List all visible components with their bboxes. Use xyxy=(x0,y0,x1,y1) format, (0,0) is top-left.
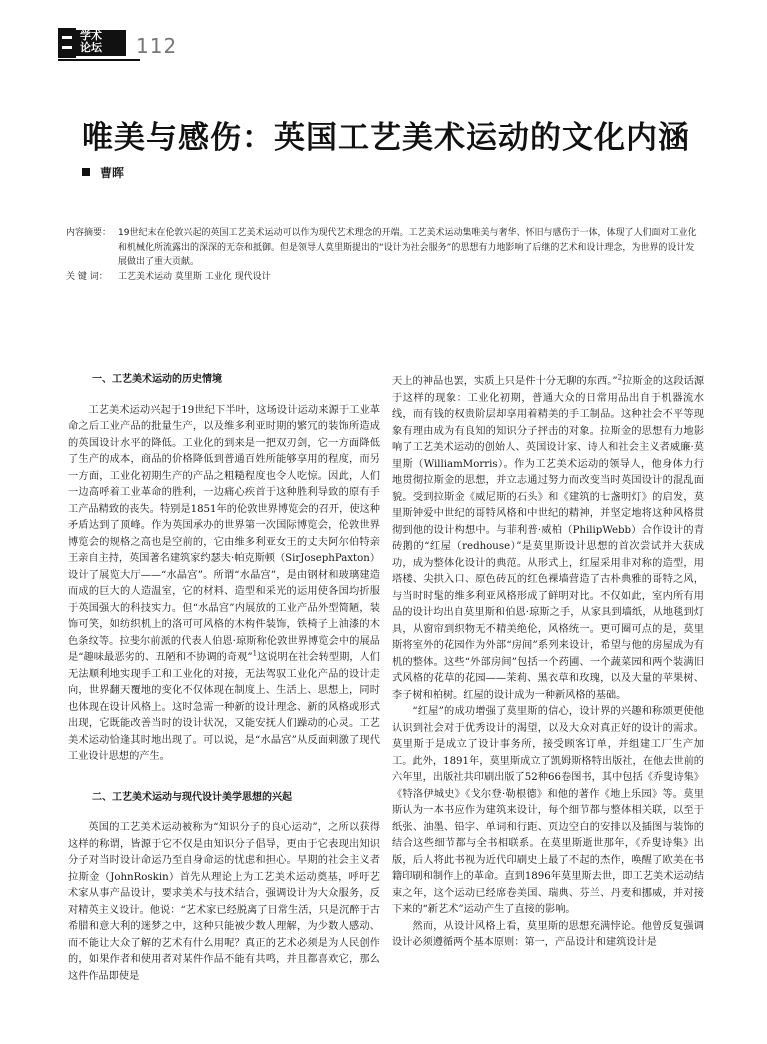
journal-header xyxy=(58,28,218,62)
abstract-block xyxy=(66,226,702,284)
right-paragraph-2: “红屋”的成功增强了莫里斯的信心，设计界的兴趣和称颂更使他认识到社会对于优秀设计的渴望，以及大众对真正好的设计的需求。莫里斯于是成立了设计事务所，接受顾客订单，并组建工厂生产加工。此外，1891年，莫里斯成立了凯姆斯格特出版社，在他去世前的六年里，出版社共印刷出版了52种66卷图书，其中包括《乔叟诗集》《特洛伊城史》《戈尔登·勒根德》和他的著作《地上乐园》等。莫里斯认为一本书应作为建筑来设计，每个细节都与整体相关联，以至于纸张、油墨、铅字、单词和行距、页边空白的安排以及插图与装饰的结合这些细节都与全书相联系。在莫里斯逝世那年，《乔叟诗集》出版，后人将此书视为近代印刷史上最了不起的杰作，唤醒了欧美在书籍印刷和制作上的革命。直到1896年莫里斯去世，即工艺美术运动结束之年，这个运动已经席卷美国、瑞典、芬兰、丹麦和挪威，并对接下来的“新艺术”运动产生了直接的影响。 xyxy=(392,706,704,915)
keywords-text: 工艺美术运动 莫里斯 工业化 现代设计 xyxy=(118,271,271,282)
right-paragraph-1 xyxy=(392,374,704,704)
right-text-b: 拉斯金的这段话源于这样的现象：工业化初期，普通大众的日常用品出自于机器流水线，而有钱的权贵阶层却享用着精美的手工制品。这种社会不平等现象有理由成为有良知的知识分子抨击的对象。拉斯金的思想有力地影响了工艺美术运动的创始人、英国设计家、诗人和社会主义者威廉·莫里斯（WilliamMorris）。作为工艺美术运动的领导人，他身体力行地贯彻拉斯金的思想，并立志通过努力而改变当时英国设计的混乱面貌。受到拉斯金《威尼斯的石头》和《建筑的七盏明灯》的启发，莫里斯钟爱中世纪的哥特风格和中世纪的精神，并坚定地将这种风格贯彻到他的设计构想中。与菲利普·威柏（PhilipWebb）合作设计的青砖鹅的“红屋（redhouse）”是莫里斯设计思想的首次尝试并大获成功，成为整体化设计的典范。从形式上，红屋采用非对称的造型，用塔楼、尖拱入口、原色砖瓦的红色裸墙营造了古朴典雅的哥特之风，与当时时髦的维多利亚风格形成了鲜明对比。不仅如此，室内所有用品的设计均出自莫里斯和伯恩·琼斯之手，从家具到墙纸，从地毯到灯具，从窗帘到织物无不精美绝伦，风格统一。更可圈可点的是，莫里斯将室外的花园作为外部“房间”系列来设计，希望与他的房屋成为有机的整体。这些“外部房间”包括一个药圃、一个蔬菜园和两个装满旧式风格的花草的花园——茉莉、黑衣草和玫瑰，以及大量的苹果树、李子树和柏树。红屋的设计成为一种新风格的基础。 xyxy=(392,376,705,701)
footnote-ref-2: 2 xyxy=(617,373,623,382)
column-logo xyxy=(76,30,126,56)
author-name: 曹晖 xyxy=(100,166,125,180)
section-1-paragraph xyxy=(68,403,380,766)
author-line xyxy=(82,164,124,181)
abstract-row xyxy=(66,226,702,270)
section-1-heading: 一、工艺美术运动的历史情境 xyxy=(92,374,222,385)
section-1-text-a: 工艺美术运动兴起于19世纪下半叶，这场设计运动来源于工业革命之后工业产品的批量生产，以及维多利亚时期的繁冗的装饰所造成的英国设计水平的降低。工业化的到来是一把双刃剑，它一方面降低了生产的成本，商品的价格降低到普通百姓所能够享用的程度，而另一方面，工业化初期生产的产品之粗糙程度也令人吃惊。因此，人们一边高呼着工业革命的胜利，一边痛心疾首于这种胜利导致的原有手工产品精致的丧失。特别是1851年的伦敦世界博览会的召开，使这种矛盾达到了顶峰。作为英国承办的世界第一次国际博览会，伦敦世界博览会的规格之高也是空前的，它由维多利亚女王的丈夫阿尔伯特亲王亲自主持，英国著名建筑家约瑟夫·帕克斯顿（SirJosephPaxton）设计了展览大厅——“水晶宫”。所谓“水晶宫”，是由钢材和玻璃建造而成的巨大的人造温室，它的材料、造型和采光的运用使各国均折服于英国强大的科技实力。但“水晶宫”内展放的工业产品外型简陋，装饰可笑，如纺织机上的洛可可风格的木构件装饰，铁椅子上油漆的木色条纹等。拉斐尔前派的代表人伯恩·琼斯称伦敦世界博览会中的展品是“趣味最恶劣的、丑陋和不协调的奇观” xyxy=(68,404,381,663)
keywords-row xyxy=(66,270,702,285)
logo-line-1: 学术 xyxy=(80,29,102,42)
right-text-a: 天上的神品也罢，实质上只是件十分无聊的东西。” xyxy=(392,376,618,387)
abstract-label: 内容摘要： xyxy=(66,228,112,238)
right-paragraph-3: 然而，从设计风格上看，莫里斯的思想充满悖论。他曾反复强调设计必须遵循两个基本原则：第一，产品设计和建筑设计是 xyxy=(392,920,704,948)
section-2-paragraph: 英国的工艺美术运动被称为“知识分子的良心运动”，之所以获得这样的称谓，皆源于它不仅是由知识分子倡导，更由于它表现出知识分子对当时设计命运乃至自身命运的忧虑和担心。早期的社会主义者拉斯金（JohnRoskin）首先从理论上为工艺美术运动奠基，呼吁艺术家从事产品设计，要求美术与技术结合，强调设计为大众服务，反对精英主义设计。他说：“艺术家已经脱离了日常生活，只是沉醉于古希腊和意大利的迷梦之中，这种只能被少数人理解，为少数人感动、而不能让大众了解的艺术有什么用呢？真正的艺术必须是为人民创作的，如果作者和使用者对某件作品不能有共鸣，并且都喜欢它，那么这件作品即使是 xyxy=(68,822,380,982)
journal-logo-icon xyxy=(58,28,76,58)
article-title: 唯美与感伤：英国工艺美术运动的文化内涵 xyxy=(82,120,690,156)
left-column xyxy=(68,372,380,985)
keywords-label: 关 键 词： xyxy=(66,271,108,282)
author-bullet-icon xyxy=(82,168,90,176)
section-2-heading: 二、工艺美术运动与现代设计美学思想的兴起 xyxy=(92,791,292,803)
section-1-text-b: 这说明在社会转型期，人们无法顺利地实现手工和工业化的对接，无法驾驭工业化产品的设计走向，世界翻天覆地的变化不仅体现在制度上、生活上、思想上，同时也体现在设计风格上。这时急需一种新的设计理念、新的风格或形式出现，它既能改善当时的设计状况，又能安抚人们躁动的心灵。工艺美术运动恰逢其时地出现了。可以说，是“水晶宫”从反面刺激了现代工业设计思想的产生。 xyxy=(68,652,380,762)
abstract-text: 19世纪末在伦敦兴起的英国工艺美术运动可以作为现代艺术理念的开端。工艺美术运动集唯美与奢华、怀旧与感伤于一体，体现了人们面对工业化和机械化所流露出的深深的无奈和抵御。但是领导人莫里斯提出的“设计为社会服务”的思想有力地影响了后继的艺术和设计理念，为世界的设计发展做出了重大贡献。 xyxy=(118,228,697,267)
logo-line-2: 论坛 xyxy=(80,41,102,54)
footnote-ref-1: 1 xyxy=(252,649,258,658)
page-number: 112 xyxy=(136,34,178,58)
right-column xyxy=(392,374,704,952)
header-rule xyxy=(58,59,140,61)
